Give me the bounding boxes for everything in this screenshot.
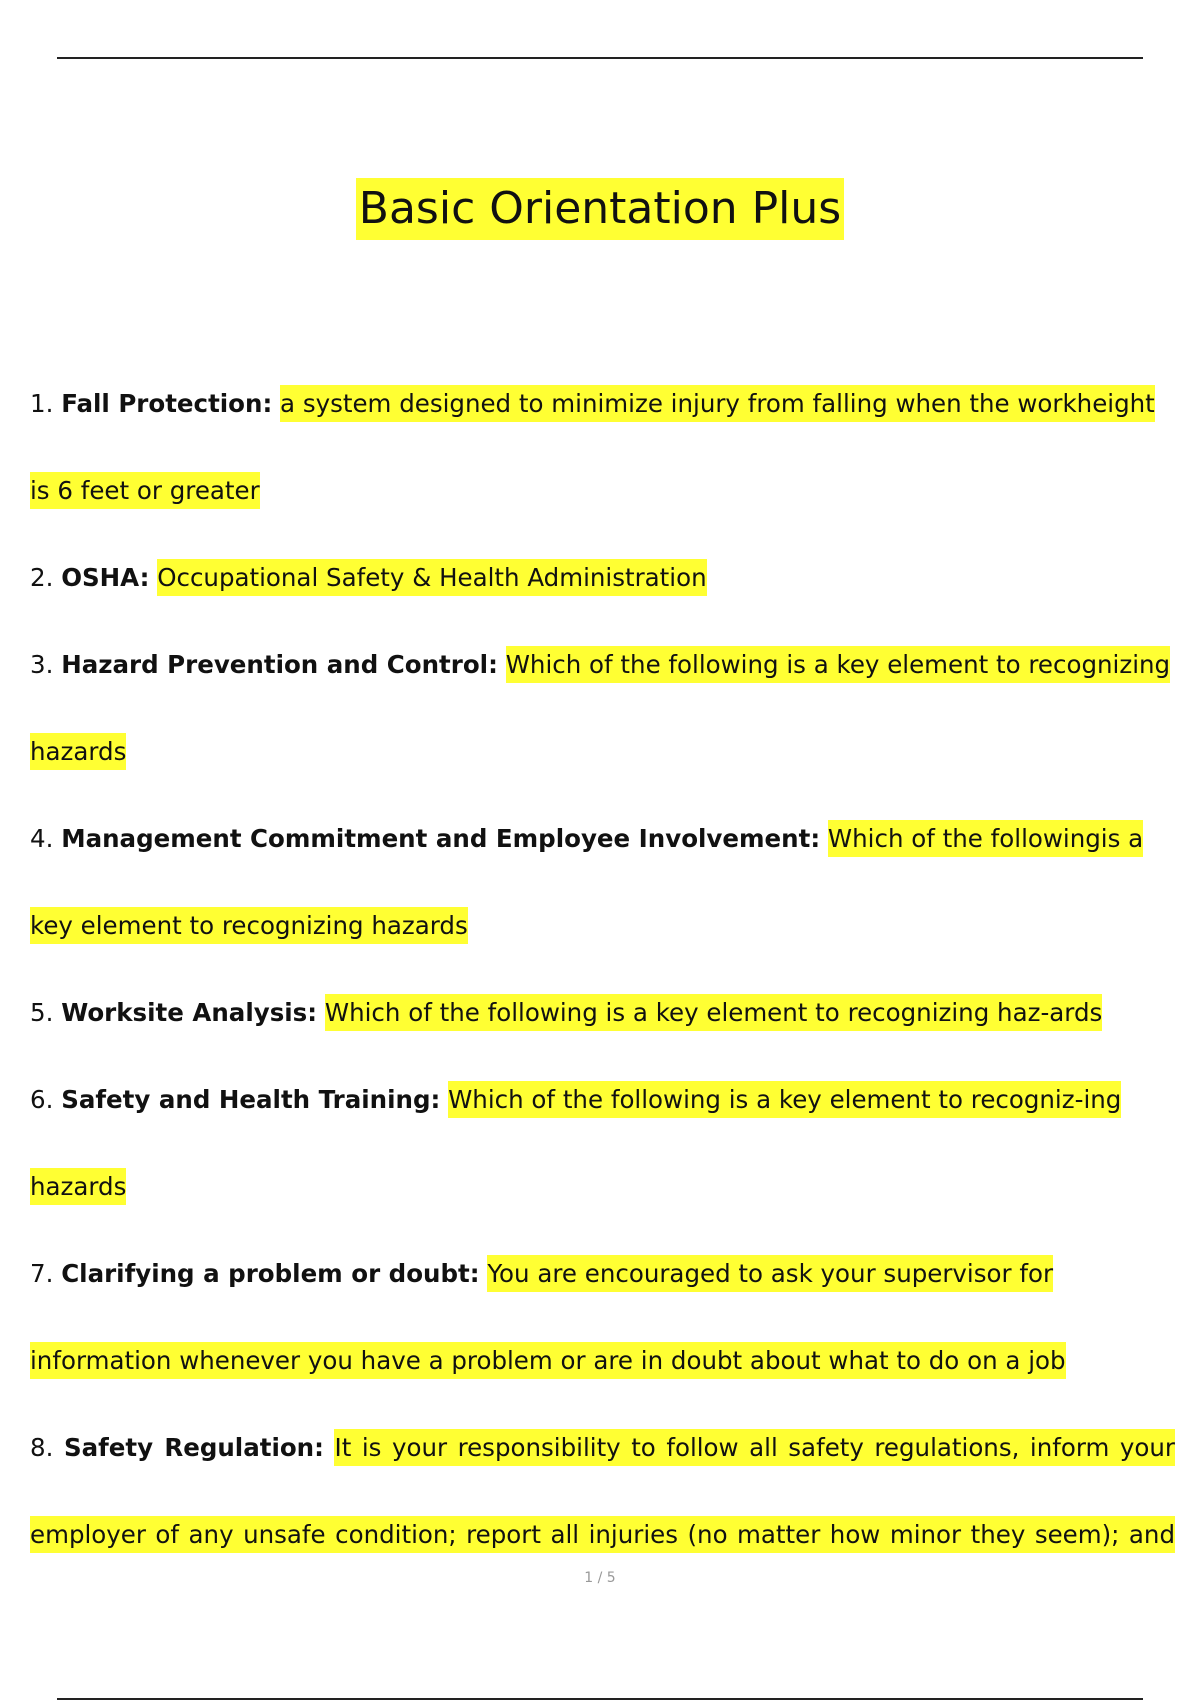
term-entry-hazard-prevention xyxy=(30,621,1175,795)
entry-definition: Which of the following is a key element to recognizing hazards xyxy=(30,646,1170,770)
entry-number: 3. xyxy=(30,650,54,679)
term-entry-safety-health-training xyxy=(30,1056,1175,1230)
entry-number: 7. xyxy=(30,1259,54,1288)
entry-number: 2. xyxy=(30,563,54,592)
entry-number: 6. xyxy=(30,1085,54,1114)
entry-term: Clarifying a problem or doubt: xyxy=(61,1259,480,1288)
entry-definition: Which of the followingis a key element to recognizing hazards xyxy=(30,820,1143,944)
term-entry-management-commitment xyxy=(30,795,1175,969)
page-indicator: 1 / 5 xyxy=(584,1570,616,1586)
entry-definition: Which of the following is a key element to recognizing haz-ards xyxy=(325,994,1102,1031)
term-entry-osha xyxy=(30,534,1175,621)
entry-definition: It is your responsibility to follow all safety regulations, inform your employer of any unsafe condition; report all injuries (no matter how minor they seem); and xyxy=(30,1429,1175,1553)
entry-number: 5. xyxy=(30,998,54,1027)
term-entry-fall-protection xyxy=(30,360,1175,534)
term-entry-safety-regulation xyxy=(30,1404,1175,1578)
entry-term: Management Commitment and Employee Involvement: xyxy=(61,824,821,853)
entry-term: Hazard Prevention and Control: xyxy=(61,650,498,679)
page-title: Basic Orientation Plus xyxy=(356,178,844,240)
entry-definition: a system designed to minimize injury from falling when the workheight is 6 feet or greater xyxy=(30,385,1155,509)
entry-definition: Which of the following is a key element to recogniz-ing hazards xyxy=(30,1081,1121,1205)
entry-number: 8. xyxy=(30,1433,54,1462)
entry-term: Worksite Analysis: xyxy=(61,998,318,1027)
entry-term: Safety and Health Training: xyxy=(61,1085,441,1114)
entry-number: 1. xyxy=(30,389,54,418)
term-list xyxy=(30,360,1175,1578)
term-entry-worksite-analysis xyxy=(30,969,1175,1056)
title-container xyxy=(0,178,1200,240)
entry-definition: Occupational Safety & Health Administration xyxy=(157,559,706,596)
entry-term: Fall Protection: xyxy=(61,389,273,418)
term-entry-clarifying-problem xyxy=(30,1230,1175,1404)
entry-term: Safety Regulation: xyxy=(63,1433,324,1462)
entry-definition: You are encouraged to ask your supervisor for information whenever you have a problem or are in doubt about what to do on a job xyxy=(30,1255,1066,1379)
entry-term: OSHA: xyxy=(61,563,150,592)
entry-number: 4. xyxy=(30,824,54,853)
top-rule xyxy=(57,57,1143,59)
